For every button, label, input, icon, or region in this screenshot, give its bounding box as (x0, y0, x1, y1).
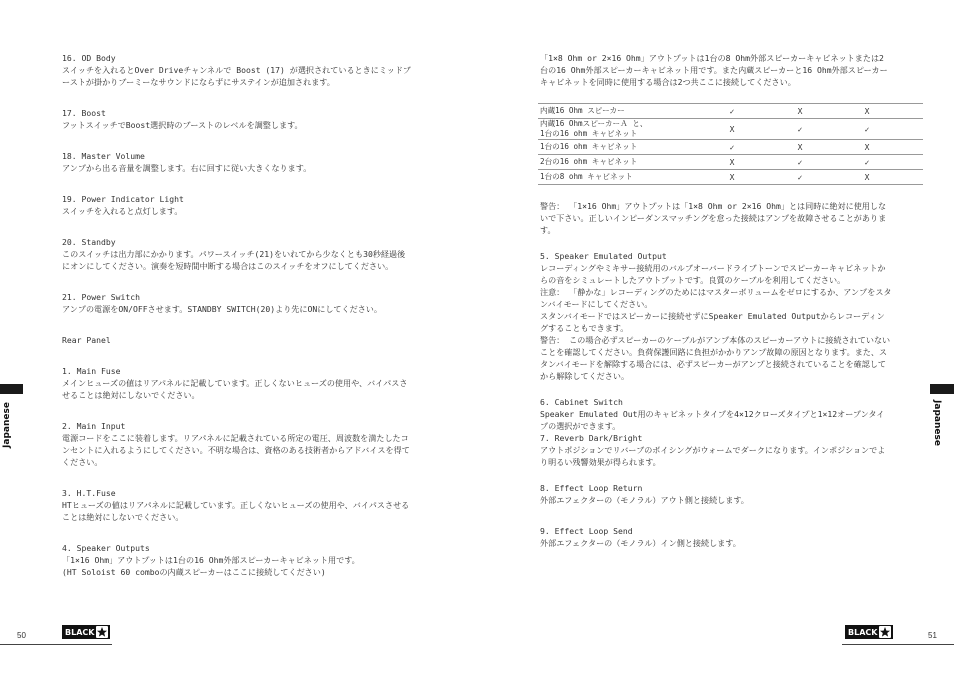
config-cell: ✓ (844, 155, 890, 170)
table-spacer (890, 170, 923, 185)
note-text: 注意： 「静かな」レコーディングのためにはマスターボリュームをゼロにするか、アンプをスタンバイモードにしてください。 (540, 287, 892, 309)
section-body: アンプから出る音量を調整します。右に回すに従い大きくなります。 (62, 163, 312, 173)
section-body: フットスイッチでBoost選択時のブーストのレベルを調整します。 (62, 120, 303, 130)
side-tab-left (0, 384, 23, 394)
star-icon (96, 626, 108, 638)
brand-logo-left (62, 625, 110, 639)
config-cell: X (844, 104, 890, 119)
table-spacer (890, 155, 923, 170)
config-label: 2台の16 ohm キャビネット (538, 155, 708, 170)
section-body: (HT Soloist 60 comboの内蔵スピーカーはここに接続してください) (62, 567, 326, 577)
config-cell: X (756, 140, 844, 155)
table-row (538, 140, 923, 155)
config-cell: ✓ (756, 119, 844, 140)
config-cell: X (756, 104, 844, 119)
warning-text: 警告： 「1×16 Ohm」アウトプットは「1×8 Ohm or 2×16 Ohm」とは同時に絶対に使用しないで下さい。正しいインピーダンスマッチングを怠った接続はアンプを故障させることがあります。 (540, 201, 887, 235)
config-cell: X (708, 170, 756, 185)
section-body: 外部エフェクターの（モノラル）イン側と接続します。 (540, 538, 741, 548)
section-body: アンプの電源をON/OFFさせます。STANDBY SWITCH(20)より先にONにしてください。 (62, 304, 382, 314)
warning-text: 警告： この場合必ずスピーカーのケーブルがアンプ本体のスピーカーアウトに接続されていないことを確認してください。負荷保護回路に負担がかかりアンプ故障の原因となります。また、スタンバイモードを解除する場合には、必ずスピーカーがアンプと接続されていることを確認してから解除してください。 (540, 335, 891, 381)
config-cell: X (708, 155, 756, 170)
star-icon (879, 626, 891, 638)
note-text: スタンバイモードではスピーカーに接続せずにSpeaker Emulated Outputからレコーディングすることもできます。 (540, 311, 885, 333)
config-label: 1台の16 ohm キャビネット (538, 140, 708, 155)
section-title: 7. Reverb Dark/Bright (540, 433, 643, 443)
section-title: 8. Effect Loop Return (540, 483, 643, 493)
section-body: 外部エフェクターの（モノラル）アウト側と接続します。 (540, 495, 749, 505)
config-cell: ✓ (756, 170, 844, 185)
section-title: 4. Speaker Outputs (62, 543, 150, 553)
page-number-left: 50 (17, 631, 26, 640)
section-title: 21. Power Switch (62, 292, 140, 302)
section-body: Speaker Emulated Out用のキャビネットタイプを4×12クローズタイプと1×12オープンタイプの選択ができます。 (540, 409, 885, 431)
config-cell: X (708, 119, 756, 140)
config-cell: ✓ (708, 140, 756, 155)
section-body: 「1×16 Ohm」アウトプットは1台の16 Ohm外部スピーカーキャビネット用です。 (62, 555, 360, 565)
section-title: 3. H.T.Fuse (62, 488, 116, 498)
logo-text: BLACK (65, 627, 95, 637)
table-row (538, 170, 923, 185)
section-title: 2. Main Input (62, 421, 126, 431)
config-cell: ✓ (708, 104, 756, 119)
section-title: 20. Standby (62, 237, 116, 247)
section-body: HTヒューズの値はリアパネルに記載しています。正しくないヒューズの使用や、バイパスさせることは絶対にしないでください。 (62, 500, 410, 522)
section-body: レコーディングやミキサー接続用のバルブオーバードライブトーンでスピーカーキャビネットからの音をシミュレートしたアウトプットです。良質のケーブルを利用してください。 (540, 263, 886, 285)
brand-logo-right (845, 625, 893, 639)
section-title: 1. Main Fuse (62, 366, 121, 376)
side-label-left: Japanese (1, 402, 12, 448)
table-row (538, 104, 923, 119)
config-cell: ✓ (844, 119, 890, 140)
section-title: 17. Boost (62, 108, 106, 118)
config-cell: X (844, 170, 890, 185)
config-label: 内蔵16 Ohm スピーカー (538, 104, 708, 119)
footer-rule-left (0, 644, 112, 645)
right-column-top (540, 52, 892, 88)
config-cell: ✓ (756, 155, 844, 170)
table-spacer (890, 104, 923, 119)
table-row (538, 155, 923, 170)
side-tab-right (930, 384, 954, 394)
table-spacer (890, 140, 923, 155)
section-title: 6. Cabinet Switch (540, 397, 623, 407)
section-title: 16. OD Body (62, 53, 116, 63)
section-body: このスイッチは出力部にかかります。パワースイッチ(21)をいれてから少なくとも30秒経過後にオンにしてください。演奏を短時間中断する場合はこのスイッチをオフにしてください。 (62, 249, 406, 271)
page-number-right: 51 (928, 631, 937, 640)
table-row (538, 119, 923, 140)
config-label: 1台の8 ohm キャビネット (538, 170, 708, 185)
section-body: メインヒューズの値はリアパネルに記載しています。正しくないヒューズの使用や、バイパスさせることは絶対にしないでください。 (62, 378, 408, 400)
table-spacer (890, 119, 923, 140)
section-title: 19. Power Indicator Light (62, 194, 184, 204)
section-title: 9. Effect Loop Send (540, 526, 633, 536)
section-body: スイッチを入れると点灯します。 (62, 206, 183, 216)
section-body: 電源コードをここに装着します。リアパネルに記載されている所定の電圧、周波数を満たしたコンセントに入れるようにしてください。不明な場合は、資格のある技術者からアドバイスを得てください。 (62, 433, 410, 467)
section-title: 5. Speaker Emulated Output (540, 251, 667, 261)
section-title: 18. Master Volume (62, 151, 145, 161)
intro-text: 「1×8 Ohm or 2×16 Ohm」アウトプットは1台の8 Ohm外部スピーカーキャビネットまたは2台の16 Ohm外部スピーカーキャビネット用です。また内蔵スピーカーと16 Ohm外部スピーカーキャビネットを同時に使用する場合は2つ共ここに接続してください。 (540, 53, 888, 87)
footer-rule-right (842, 644, 954, 645)
right-column-bottom (540, 200, 892, 549)
logo-text: BLACK (848, 627, 878, 637)
left-column (62, 52, 412, 578)
config-cell: X (844, 140, 890, 155)
rear-panel-title: Rear Panel (62, 335, 111, 345)
section-body: アウトポジションでリバーブのボイシングがウォームでダークになります。インポジションでより明るい残響効果が得られます。 (540, 445, 886, 467)
config-label: 内蔵16 OhmスピーカーＡ と、 1台の16 ohm キャビネット (538, 119, 708, 140)
side-label-right: Japanese (931, 400, 942, 446)
section-body: スイッチを入れるとOver Driveチャンネルで Boost (17) が選択されているときにミッドブーストが掛かりブーミーなサウンドにならずにサステインが追加されます。 (62, 65, 411, 87)
speaker-config-table (538, 103, 923, 185)
